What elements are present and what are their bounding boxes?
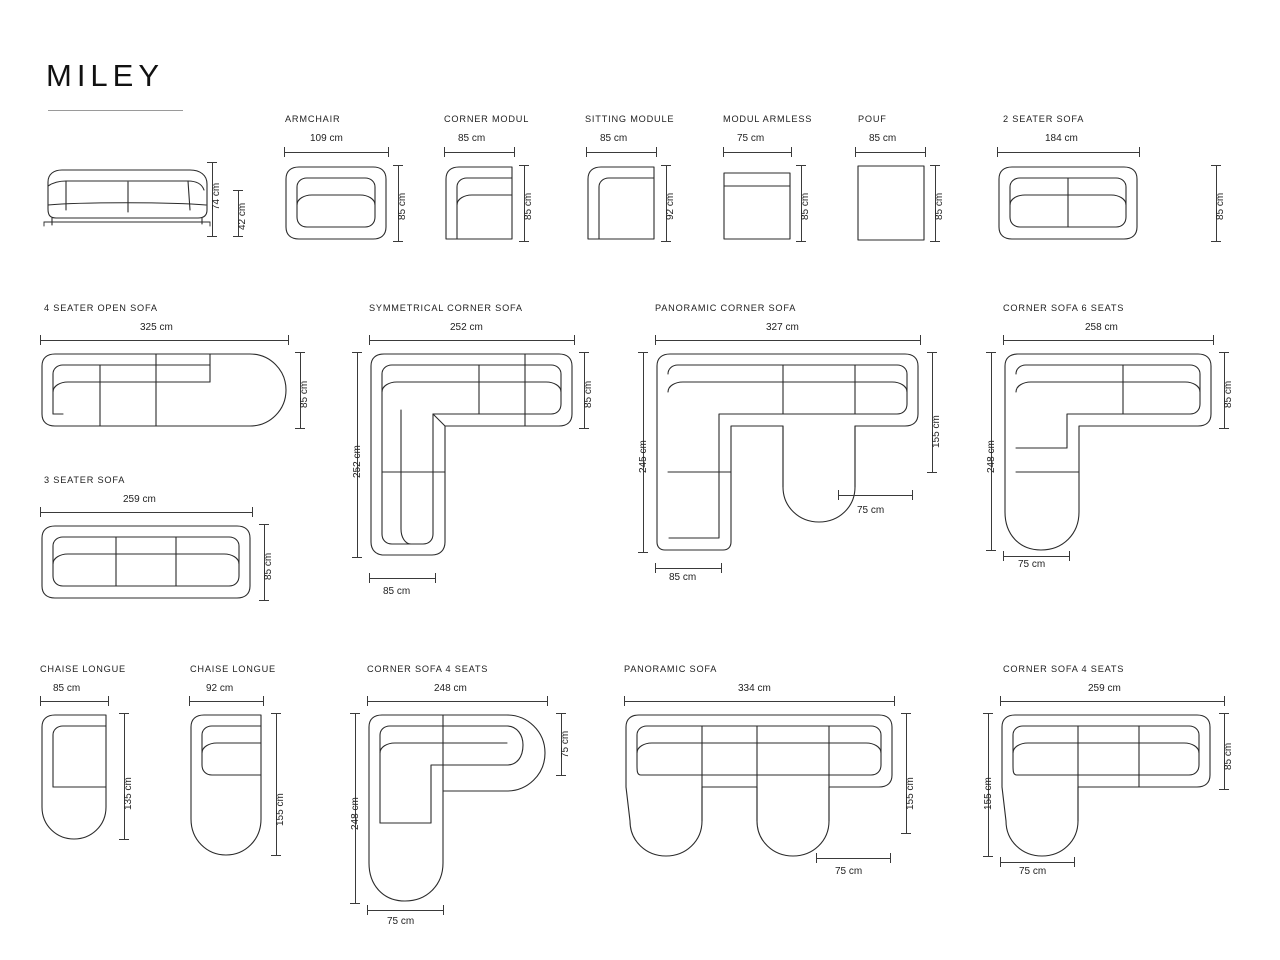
pouf-width-line: [855, 152, 925, 153]
threeseat-width-line: [40, 512, 252, 513]
panc-width-tick-left: [655, 335, 656, 345]
c6-depth2-tick-right: [1069, 551, 1070, 561]
armchair-height: 85 cm: [397, 192, 408, 220]
cornermodul-width-line: [444, 152, 514, 153]
c4b-depth: 155 cm: [983, 777, 994, 810]
item-label-4-seater-open: 4 SEATER OPEN SOFA: [44, 303, 158, 313]
armless-width-line: [723, 152, 791, 153]
sym-depth: 252 cm: [352, 445, 363, 478]
figure-hero-sofa: [40, 160, 215, 235]
page-title: MILEY: [46, 58, 165, 93]
c4a-width-tick-left: [367, 696, 368, 706]
c4b-height-tick-top: [1219, 713, 1229, 714]
sym-width-tick-left: [369, 335, 370, 345]
figure-corner-modul: [444, 165, 514, 241]
pan-height: 155 cm: [905, 777, 916, 810]
panc-depth2: 85 cm: [669, 572, 697, 583]
c4b-depth2: 75 cm: [1019, 866, 1047, 877]
twoseat-width: 184 cm: [1045, 133, 1078, 144]
item-label-armchair: ARMCHAIR: [285, 114, 341, 124]
hero-tick-top: [207, 162, 217, 163]
sym-width-tick-right: [574, 335, 575, 345]
c4a-width-tick-right: [547, 696, 548, 706]
threeseat-width: 259 cm: [123, 494, 156, 505]
c4a-height-tick-top: [556, 713, 566, 714]
twoseat-width-tick-left: [997, 147, 998, 157]
sym-height-tick-bottom: [579, 428, 589, 429]
c4b-height-tick-bottom: [1219, 789, 1229, 790]
c4a-depth2-line: [367, 910, 443, 911]
ch92-height-line: [276, 713, 277, 855]
item-label-chaise-92: CHAISE LONGUE: [190, 664, 276, 674]
ch85-width: 85 cm: [53, 683, 81, 694]
pouf-height-tick-bottom: [930, 241, 940, 242]
c6-width-tick-right: [1213, 335, 1214, 345]
c4b-depth2-line: [1000, 862, 1074, 863]
sym-depth2-tick-left: [369, 573, 370, 583]
threeseat-height: 85 cm: [263, 552, 274, 580]
panc-depth: 245 cm: [638, 440, 649, 473]
pouf-width-tick-right: [925, 147, 926, 157]
figure-modul-armless: [723, 165, 791, 241]
c6-depth2-tick-left: [1003, 551, 1004, 561]
item-label-panoramic-corner: PANORAMIC CORNER SOFA: [655, 303, 797, 313]
c6-height-tick-top: [1219, 352, 1229, 353]
hero-height-seat: 42 cm: [237, 202, 248, 230]
panc-depth-tick-top: [638, 352, 648, 353]
item-label-3-seater: 3 SEATER SOFA: [44, 475, 126, 485]
c4b-width-line: [1000, 701, 1224, 702]
c4a-depth2-tick-left: [367, 905, 368, 915]
armless-height-tick-top: [796, 165, 806, 166]
c4a-depth-tick-bottom: [350, 903, 360, 904]
armless-width-tick-left: [723, 147, 724, 157]
sitting-height-tick-top: [661, 165, 671, 166]
armchair-width-tick-left: [284, 147, 285, 157]
ch85-width-line: [40, 701, 108, 702]
pan-width-line: [624, 701, 894, 702]
pan-depth-line: [816, 858, 890, 859]
c4a-depth-tick-top: [350, 713, 360, 714]
figure-corner-sofa-4-seats-259: [1000, 713, 1212, 858]
ch92-height-tick-bottom: [271, 855, 281, 856]
c4b-depth-tick-bottom: [983, 856, 993, 857]
pan-width-tick-left: [624, 696, 625, 706]
figure-panoramic-sofa: [624, 713, 894, 858]
panc-depth2-tick-right: [721, 563, 722, 573]
pan-depth-tick-right: [890, 853, 891, 863]
figure-chaise-longue-85: [40, 713, 108, 841]
ch85-height: 135 cm: [123, 777, 134, 810]
c4a-depth2: 75 cm: [387, 916, 415, 927]
armchair-width: 109 cm: [310, 133, 343, 144]
panc-width: 327 cm: [766, 322, 799, 333]
sym-width: 252 cm: [450, 322, 483, 333]
sitting-height-tick-bottom: [661, 241, 671, 242]
sym-height: 85 cm: [583, 380, 594, 408]
hero-seat-tick-bottom: [233, 236, 243, 237]
pouf-width-tick-left: [855, 147, 856, 157]
sitting-width-tick-right: [656, 147, 657, 157]
threeseat-height-tick-top: [259, 524, 269, 525]
ch92-height: 155 cm: [275, 793, 286, 826]
pan-height-tick-top: [901, 713, 911, 714]
item-label-modul-armless: MODUL ARMLESS: [723, 114, 813, 124]
fourseat-width-tick-right: [288, 335, 289, 345]
c6-width-tick-left: [1003, 335, 1004, 345]
title-rule: [48, 110, 183, 111]
cornermodul-height-tick-bottom: [519, 241, 529, 242]
ch85-height-tick-bottom: [119, 839, 129, 840]
threeseat-width-tick-left: [40, 507, 41, 517]
armless-width-tick-right: [791, 147, 792, 157]
panc-depth2-tick-left: [655, 563, 656, 573]
panc-width-line: [655, 340, 920, 341]
c6-depth-tick-bottom: [986, 550, 996, 551]
c6-height-tick-bottom: [1219, 428, 1229, 429]
fourseat-height-tick-bottom: [295, 428, 305, 429]
ch92-width: 92 cm: [206, 683, 234, 694]
panc-depth-tick-bottom: [638, 552, 648, 553]
c4a-height-tick-bottom: [556, 775, 566, 776]
figure-pouf: [857, 165, 925, 241]
panc-depth3-tick-left: [838, 490, 839, 500]
c4a-width-line: [367, 701, 547, 702]
item-label-sitting-module: SITTING MODULE: [585, 114, 675, 124]
c6-depth2: 75 cm: [1018, 559, 1046, 570]
armless-height: 85 cm: [800, 192, 811, 220]
c6-depth2-line: [1003, 556, 1069, 557]
pan-width-tick-right: [894, 696, 895, 706]
ch92-height-tick-top: [271, 713, 281, 714]
armchair-width-tick-right: [388, 147, 389, 157]
panc-height-tick-top: [927, 352, 937, 353]
item-label-chaise-85: CHAISE LONGUE: [40, 664, 126, 674]
figure-corner-sofa-4-seats-248: [367, 713, 547, 903]
ch85-height-line: [124, 713, 125, 839]
pan-depth-tick-left: [816, 853, 817, 863]
fourseat-width-line: [40, 340, 288, 341]
c4a-height: 75 cm: [560, 730, 571, 758]
c4b-depth2-tick-left: [1000, 857, 1001, 867]
c4b-width: 259 cm: [1088, 683, 1121, 694]
c4a-depth2-tick-right: [443, 905, 444, 915]
c4b-depth2-tick-right: [1074, 857, 1075, 867]
item-label-corner-modul: CORNER MODUL: [444, 114, 530, 124]
panc-depth3: 75 cm: [857, 505, 885, 516]
pan-width: 334 cm: [738, 683, 771, 694]
c4b-width-tick-left: [1000, 696, 1001, 706]
fourseat-width-tick-left: [40, 335, 41, 345]
panc-width-tick-right: [920, 335, 921, 345]
panc-depth2-line: [655, 568, 721, 569]
sym-depth-tick-top: [352, 352, 362, 353]
panc-height: 155 cm: [931, 415, 942, 448]
ch85-width-tick-left: [40, 696, 41, 706]
pouf-height: 85 cm: [934, 192, 945, 220]
cornermodul-width-tick-right: [514, 147, 515, 157]
ch85-width-tick-right: [108, 696, 109, 706]
cornermodul-width: 85 cm: [458, 133, 486, 144]
ch92-width-tick-right: [263, 696, 264, 706]
threeseat-width-tick-right: [252, 507, 253, 517]
figure-4-seater-open-sofa: [40, 352, 288, 428]
item-label-2-seater: 2 SEATER SOFA: [1003, 114, 1085, 124]
ch85-height-tick-top: [119, 713, 129, 714]
c4a-width: 248 cm: [434, 683, 467, 694]
panc-height-line: [932, 352, 933, 472]
c6-depth-tick-top: [986, 352, 996, 353]
hero-seat-tick-top: [233, 190, 243, 191]
figure-3-seater-sofa: [40, 524, 252, 600]
c4b-depth-tick-top: [983, 713, 993, 714]
sym-depth2: 85 cm: [383, 586, 411, 597]
armchair-width-line: [284, 152, 388, 153]
c6-height: 85 cm: [1223, 380, 1234, 408]
armless-height-tick-bottom: [796, 241, 806, 242]
sym-depth2-tick-right: [435, 573, 436, 583]
fourseat-width: 325 cm: [140, 322, 173, 333]
c4b-width-tick-right: [1224, 696, 1225, 706]
figure-2-seater-sofa: [997, 165, 1139, 241]
twoseat-height-tick-top: [1211, 165, 1221, 166]
cornermodul-width-tick-left: [444, 147, 445, 157]
c6-width: 258 cm: [1085, 322, 1118, 333]
figure-corner-sofa-6-seats: [1003, 352, 1213, 552]
figure-symmetrical-corner-sofa: [369, 352, 574, 557]
sym-depth-tick-bottom: [352, 557, 362, 558]
sym-width-line: [369, 340, 574, 341]
item-label-corner-6-seats: CORNER SOFA 6 SEATS: [1003, 303, 1125, 313]
figure-panoramic-corner-sofa: [655, 352, 920, 552]
panc-depth3-tick-right: [912, 490, 913, 500]
armchair-height-tick-top: [393, 165, 403, 166]
armless-width: 75 cm: [737, 133, 765, 144]
pan-height-tick-bottom: [901, 833, 911, 834]
sym-depth2-line: [369, 578, 435, 579]
item-label-pouf: POUF: [858, 114, 887, 124]
sym-height-tick-top: [579, 352, 589, 353]
cornermodul-height: 85 cm: [523, 192, 534, 220]
fourseat-height-tick-top: [295, 352, 305, 353]
item-label-symmetrical-corner: SYMMETRICAL CORNER SOFA: [369, 303, 523, 313]
fourseat-height: 85 cm: [299, 380, 310, 408]
figure-armchair: [284, 165, 388, 241]
ch92-width-tick-left: [189, 696, 190, 706]
twoseat-width-tick-right: [1139, 147, 1140, 157]
ch92-width-line: [189, 701, 263, 702]
threeseat-height-tick-bottom: [259, 600, 269, 601]
twoseat-height: 85 cm: [1215, 192, 1226, 220]
figure-chaise-longue-92: [189, 713, 263, 857]
cornermodul-height-tick-top: [519, 165, 529, 166]
pouf-height-tick-top: [930, 165, 940, 166]
c4b-height: 85 cm: [1223, 742, 1234, 770]
item-label-corner-4-seats-248: CORNER SOFA 4 SEATS: [367, 664, 489, 674]
hero-height-total: 74 cm: [211, 182, 222, 210]
panc-height-tick-bottom: [927, 472, 937, 473]
item-label-panoramic-sofa: PANORAMIC SOFA: [624, 664, 718, 674]
figure-sitting-module: [586, 165, 656, 241]
sitting-width-line: [586, 152, 656, 153]
sitting-width: 85 cm: [600, 133, 628, 144]
item-label-corner-4-seats-259: CORNER SOFA 4 SEATS: [1003, 664, 1125, 674]
twoseat-width-line: [997, 152, 1139, 153]
sitting-height: 92 cm: [665, 192, 676, 220]
sitting-width-tick-left: [586, 147, 587, 157]
c6-depth: 248 cm: [986, 440, 997, 473]
armchair-height-tick-bottom: [393, 241, 403, 242]
pouf-width: 85 cm: [869, 133, 897, 144]
c4a-depth: 248 cm: [350, 797, 361, 830]
pan-height-line: [906, 713, 907, 833]
twoseat-height-tick-bottom: [1211, 241, 1221, 242]
panc-depth3-line: [838, 495, 912, 496]
c6-width-line: [1003, 340, 1213, 341]
hero-tick-bottom: [207, 236, 217, 237]
pan-depth: 75 cm: [835, 866, 863, 877]
